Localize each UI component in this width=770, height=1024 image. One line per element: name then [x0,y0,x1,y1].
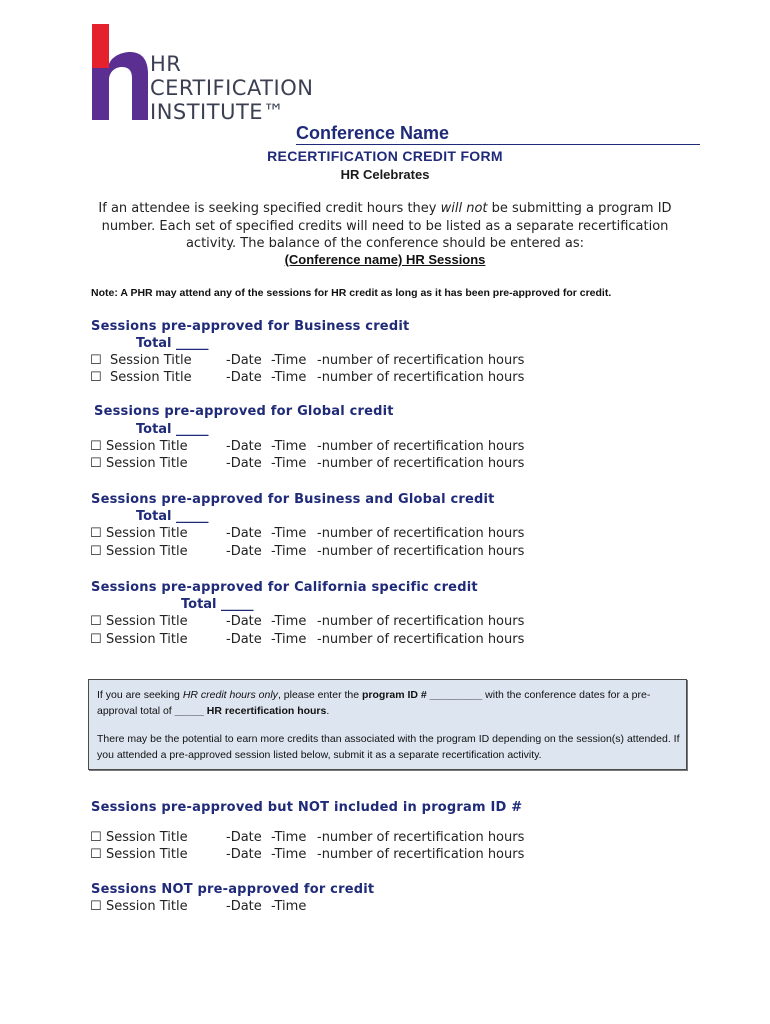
logo-line-hr: HR [150,52,182,76]
session-hours[interactable]: -number of recertification hours [317,439,525,454]
section-heading-california: Sessions pre-approved for California specific credit [91,580,478,595]
infobox-paragraph-1 [97,687,680,719]
session-time[interactable]: -Time [271,847,307,862]
checkbox[interactable]: ☐ [90,830,102,845]
session-time[interactable]: -Time [271,614,307,629]
session-title[interactable]: Session Title [106,632,188,647]
hrci-logo-mark [90,24,150,120]
session-time[interactable]: -Time [271,899,307,914]
session-date[interactable]: -Date [226,456,262,471]
session-time[interactable]: -Time [271,456,307,471]
conference-name-field[interactable]: Conference Name [296,122,700,145]
intro-text-italic: will not [440,201,488,216]
session-title[interactable]: Session Title [106,830,188,845]
checkbox[interactable]: ☐ [90,353,102,368]
session-time[interactable]: -Time [271,830,307,845]
session-date[interactable]: -Date [226,614,262,629]
session-time[interactable]: -Time [271,632,307,647]
hrci-logo-wordmark [150,52,313,124]
business-global-total[interactable]: Total _____ [136,509,209,524]
checkbox[interactable]: ☐ [90,899,102,914]
business-total[interactable]: Total _____ [136,336,209,351]
section-heading-not-preapproved: Sessions NOT pre-approved for credit [91,882,375,897]
checkbox[interactable]: ☐ [90,526,102,541]
section-heading-global: Sessions pre-approved for Global credit [94,404,394,419]
checkbox[interactable]: ☐ [90,370,102,385]
session-title[interactable]: Session Title [106,526,188,541]
session-title[interactable]: Session Title [106,899,188,914]
california-total[interactable]: Total _____ [181,597,254,612]
session-date[interactable]: -Date [226,847,262,862]
hr-hours-field[interactable]: _____ HR recertification hours [174,705,327,717]
session-date[interactable]: -Date [226,830,262,845]
session-time[interactable]: -Time [271,353,307,368]
intro-text-1: If an attendee is seeking specified credit hours they [98,201,441,216]
session-title[interactable]: Session Title [106,544,188,559]
infobox-text: . [326,705,330,717]
session-hours[interactable]: -number of recertification hours [317,456,525,471]
global-total[interactable]: Total _____ [136,422,209,437]
logo-line-institute: INSTITUTE™ [150,100,285,124]
infobox-text: , please enter the [277,689,362,701]
section-heading-business: Sessions pre-approved for Business credit [91,319,410,334]
checkbox[interactable]: ☐ [90,847,102,862]
session-title[interactable]: Session Title [106,439,188,454]
session-date[interactable]: -Date [226,899,262,914]
infobox-italic: HR credit hours only [182,689,278,701]
session-hours[interactable]: -number of recertification hours [317,614,525,629]
form-subtitle: HR Celebrates [340,167,430,182]
session-title[interactable]: Session Title [106,614,188,629]
infobox-paragraph-2: There may be the potential to earn more credits than associated with the program ID depending on the session(s) attended. If you attended a pre-approved session listed below, submit it as a separate recertification activity. [97,733,680,761]
program-id-field[interactable]: program ID # _________ [362,689,483,701]
session-time[interactable]: -Time [271,526,307,541]
infobox-text: with the conference dates for a pre-approval total of [97,689,651,717]
checkbox[interactable]: ☐ [90,544,102,559]
session-hours[interactable]: -number of recertification hours [317,526,525,541]
session-time[interactable]: -Time [271,439,307,454]
session-date[interactable]: -Date [226,632,262,647]
session-hours[interactable]: -number of recertification hours [317,847,525,862]
session-hours[interactable]: -number of recertification hours [317,830,525,845]
session-hours[interactable]: -number of recertification hours [317,544,525,559]
infobox-text: If you are seeking [97,689,183,701]
session-date[interactable]: -Date [226,439,262,454]
form-title: RECERTIFICATION CREDIT FORM [267,148,503,164]
checkbox[interactable]: ☐ [90,439,102,454]
session-title[interactable]: Session Title [106,847,188,862]
session-time[interactable]: -Time [271,370,307,385]
logo-line-certification: CERTIFICATION [150,76,314,100]
session-hours[interactable]: -number of recertification hours [317,353,525,368]
intro-sessions-line: (Conference name) HR Sessions [284,252,486,267]
session-hours[interactable]: -number of recertification hours [317,632,525,647]
checkbox[interactable]: ☐ [90,632,102,647]
session-hours[interactable]: -number of recertification hours [317,370,525,385]
session-date[interactable]: -Date [226,353,262,368]
session-title[interactable]: Session Title [106,456,188,471]
checkbox[interactable]: ☐ [90,456,102,471]
intro-text-2: be submitting a program ID number. Each set of specified credits will need to be listed as a separate recertification activity. The balance of the conference should be entered as: [101,201,672,251]
checkbox[interactable]: ☐ [90,614,102,629]
intro-paragraph [90,200,680,253]
phr-note: Note: A PHR may attend any of the sessions for HR credit as long as it has been pre-approved for credit. [91,287,612,299]
program-id-infobox [88,679,687,770]
section-heading-not-in-program: Sessions pre-approved but NOT included in program ID # [91,800,523,815]
session-date[interactable]: -Date [226,370,262,385]
session-title[interactable]: Session Title [110,353,192,368]
section-heading-business-global: Sessions pre-approved for Business and Global credit [91,492,495,507]
session-date[interactable]: -Date [226,526,262,541]
session-time[interactable]: -Time [271,544,307,559]
session-title[interactable]: Session Title [110,370,192,385]
session-date[interactable]: -Date [226,544,262,559]
